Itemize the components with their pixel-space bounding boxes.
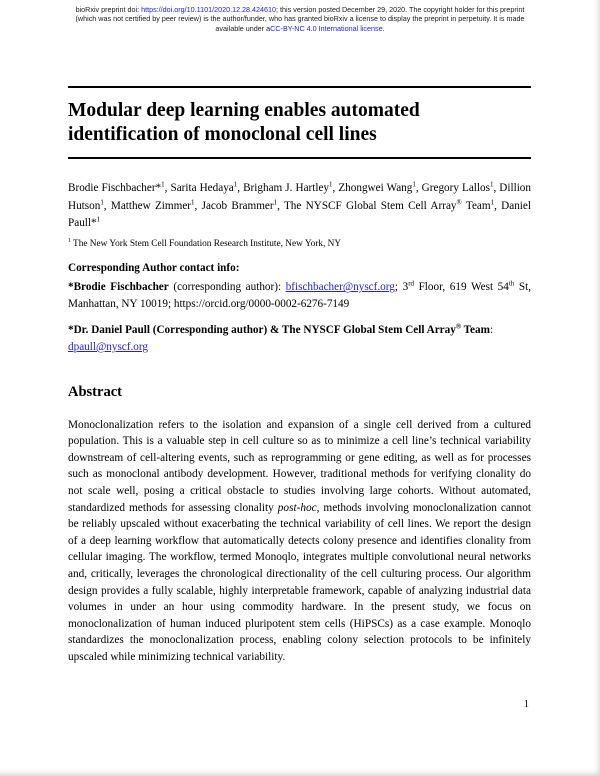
biorxiv-notice	[0, 0, 600, 33]
notice-line-1: bioRxiv preprint doi: https://doi.org/10.1101/2020.12.28.424610; this version posted December 29, 2020. The copyright holder for this preprint	[75, 5, 525, 14]
paper-content	[0, 86, 600, 665]
corresponding-author-2-line1: *Dr. Daniel Paull (Corresponding author) & The NYSCF Global Stem Cell Array® Team:	[68, 322, 494, 336]
corresponding-author-1: *Brodie Fischbacher (corresponding author): bfischbacher@nyscf.org; 3rd Floor, 619 West 54th St, Manhattan, NY 10019; https://orcid.org/0000-0002-6276-7149	[68, 279, 531, 311]
email-link-fischbacher[interactable]: bfischbacher@nyscf.org	[285, 281, 395, 294]
corresponding-info-heading: Corresponding Author contact info:	[68, 262, 240, 275]
license-link[interactable]: CC-BY-NC 4.0 International license	[270, 23, 383, 33]
title-rule-top	[68, 86, 531, 88]
affiliation-line: $^1$ The New York Stem Cell Foundation Research Institute, New York, NY	[68, 238, 342, 250]
doi-link[interactable]: https://doi.org/10.1101/2020.12.28.424610	[141, 5, 277, 14]
author-list: Brodie Fischbacher*$^1$, Sarita Hedaya$^1$, Brigham J. Hartley$^1$, Zhongwei Wang$^1$, Gregory Lallos$^1$, Dillion Hutson$^1$, Matthew Zimmer$^1$, Jacob Brammer$^1$, The NYSCF Global Stem Cell Array® Team$^1$, Daniel Paull*$^1$	[68, 179, 531, 230]
corresponding-author-2-line2	[68, 339, 531, 356]
page-number: 1	[523, 699, 529, 710]
corresponding-author-2	[68, 322, 531, 356]
email-link-paull[interactable]: dpaull@nyscf.org	[68, 340, 149, 353]
title-rule-bottom	[68, 157, 531, 159]
abstract-heading: Abstract	[68, 383, 122, 400]
notice-line-2: (which was not certified by peer review) is the author/funder, who has granted bioRxiv a license to display the preprint in perpetuity. It is made	[75, 14, 525, 24]
abstract-text: Monoclonalization refers to the isolation and expansion of a single cell derived from a cultured population. This is a valuable step in cell culture so as to minimize a cell line’s technical variability downstream of cell-altering events, such as reprogramming or gene editing, as well as for processes such as monoclonal antibody development. However, traditional methods for verifying clonality do not scale well, posing a critical obstacle to studies involving large cohorts. Without automated, standardized methods for assessing clonality post-hoc, methods involving monoclonalization cannot be reliably upscaled without exacerbating the technical variability of cell lines. We report the design of a deep learning workflow that automatically detects colony presence and identifies clonality from cellular imaging. The workflow, termed Monoqlo, integrates multiple convolutional neural networks and, critically, leverages the chronological directionality of the cell culturing process. Our algorithm design provides a fully scalable, highly interpretable framework, capable of analyzing industrial data volumes in under an hour using commodity hardware. In the present study, we focus on monoclonalization of human induced pluripotent stem cells (HiPSCs) as a case example. Monoqlo standardizes the monoclonalization process, enabling colony selection protocols to be infinitely upscaled while minimizing technical variability.	[68, 418, 531, 663]
paper-title: Modular deep learning enables automated identification of monoclonal cell lines	[68, 100, 420, 145]
notice-line-3: available under aCC-BY-NC 4.0 International license.	[215, 23, 385, 33]
